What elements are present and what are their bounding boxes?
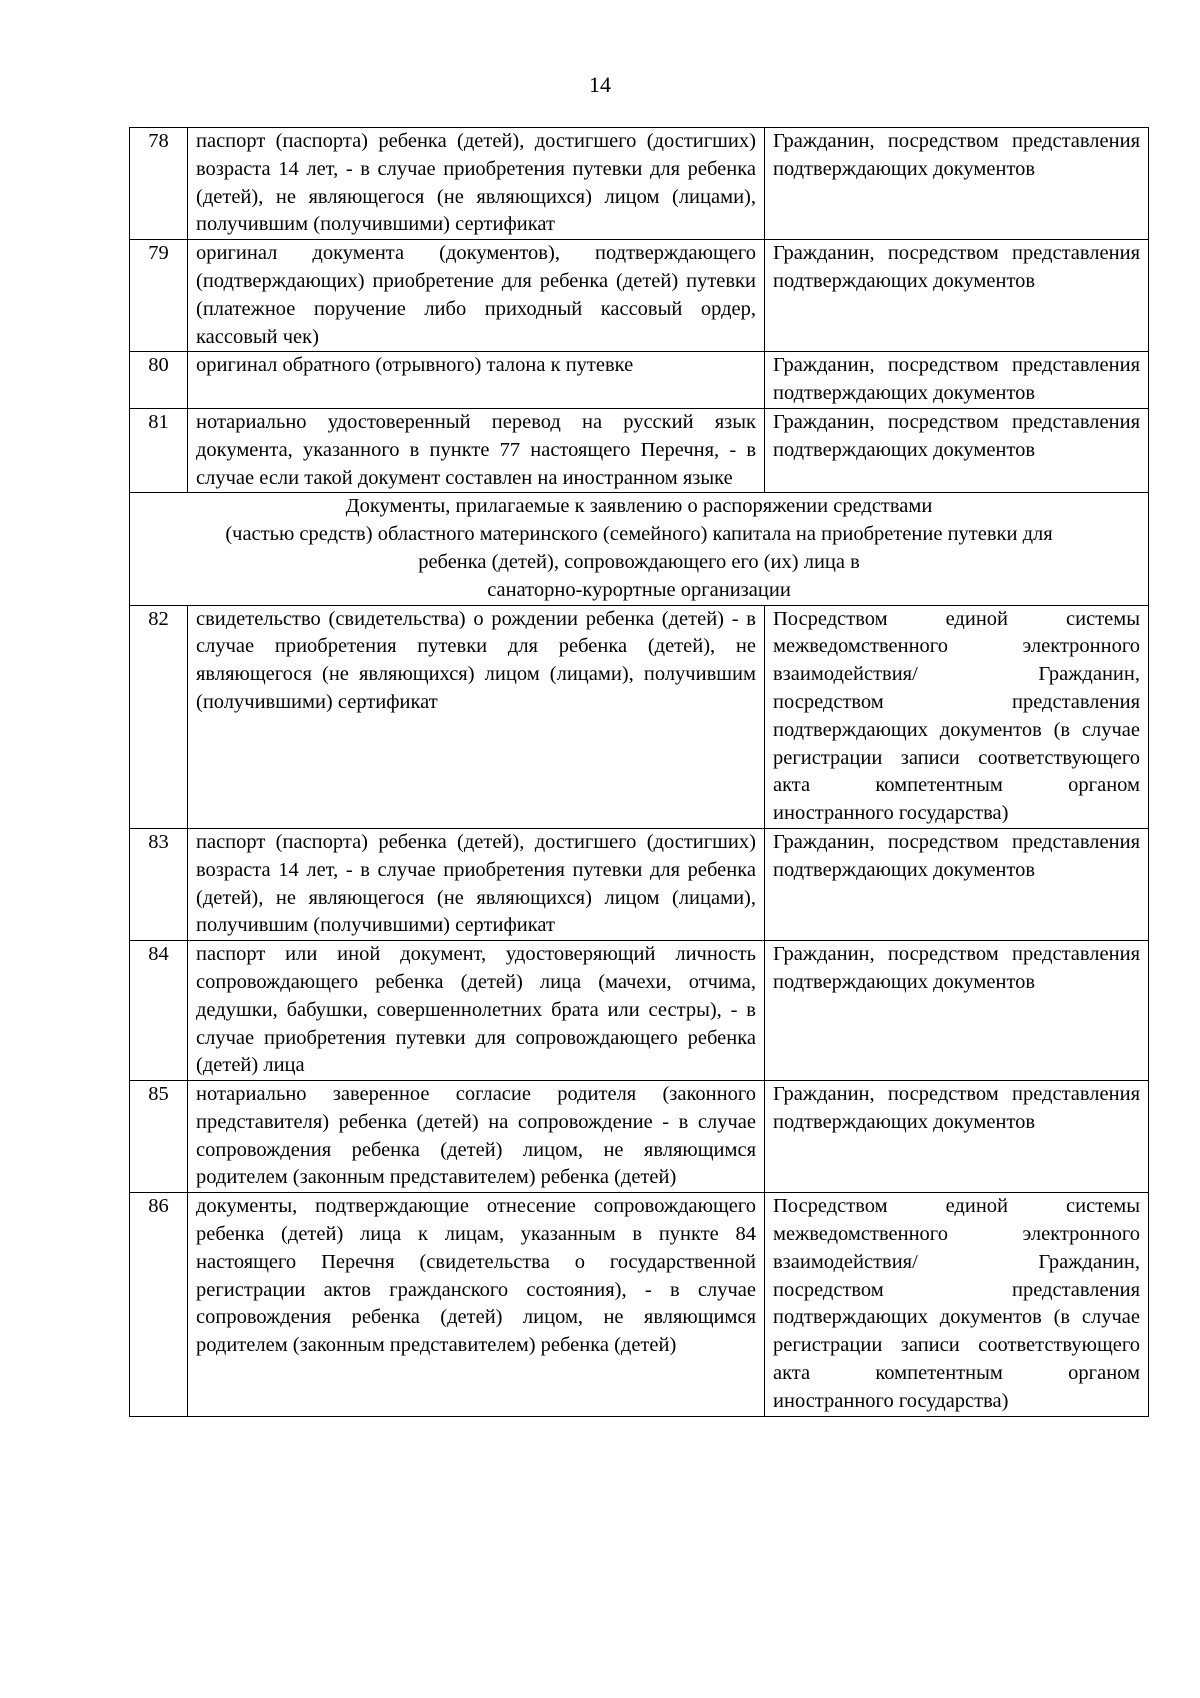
document-description: документы, подтверждающие отнесение сопровождающего ребенка (детей) лица к лицам, указанным в пункте 84 настоящего Перечня (свидетельства о государственной регистрации актов гражданского состояния), - в случае сопровождения ребенка (детей) лицом, не являющимся родителем (законным представителем) ребенка (детей) <box>188 1193 765 1416</box>
row-number: 79 <box>130 240 188 352</box>
submission-method: Гражданин, посредством представления подтверждающих документов <box>765 128 1149 240</box>
document-description: оригинал обратного (отрывного) талона к путевке <box>188 352 765 409</box>
submission-method: Гражданин, посредством представления подтверждающих документов <box>765 828 1149 940</box>
submission-method: Гражданин, посредством представления подтверждающих документов <box>765 240 1149 352</box>
table-row <box>130 128 1149 240</box>
document-description: свидетельство (свидетельства) о рождении ребенка (детей) - в случае приобретения путевки для ребенка (детей), не являющегося (не являющихся) лицом (лицами), получившим (получившими) сертификат <box>188 605 765 828</box>
section-heading-line: (частью средств) областного материнского (семейного) капитала на приобретение путевки для <box>225 523 1053 546</box>
row-number: 78 <box>130 128 188 240</box>
document-description: паспорт (паспорта) ребенка (детей), достигшего (достигших) возраста 14 лет, - в случае приобретения путевки для ребенка (детей), не являющегося (не являющихся) лицом (лицами), получившим (получившими) сертификат <box>188 828 765 940</box>
row-number: 85 <box>130 1081 188 1193</box>
row-number: 81 <box>130 408 188 492</box>
table-row <box>130 352 1149 409</box>
document-description: нотариально заверенное согласие родителя (законного представителя) ребенка (детей) на сопровождение - в случае сопровождения ребенка (детей) лицом, не являющимся родителем (законным представителем) ребенка (детей) <box>188 1081 765 1193</box>
document-description: нотариально удостоверенный перевод на русский язык документа, указанного в пункте 77 настоящего Перечня, - в случае если такой документ составлен на иностранном языке <box>188 408 765 492</box>
section-heading-line: санаторно-курортные организации <box>487 578 791 601</box>
section-heading-row <box>130 493 1149 605</box>
row-number: 82 <box>130 605 188 828</box>
table-row <box>130 1193 1149 1416</box>
document-description: паспорт (паспорта) ребенка (детей), достигшего (достигших) возраста 14 лет, - в случае приобретения путевки для ребенка (детей), не являющегося (не являющихся) лицом (лицами), получившим (получившими) сертификат <box>188 128 765 240</box>
table-row <box>130 941 1149 1081</box>
table-row <box>130 1081 1149 1193</box>
section-heading <box>130 493 1149 605</box>
submission-method: Посредством единой системы межведомственного электронного взаимодействия/ Гражданин, посредством представления подтверждающих документов (в случае регистрации записи соответствующего акта компетентным органом иностранного государства) <box>765 605 1149 828</box>
row-number: 80 <box>130 352 188 409</box>
submission-method: Гражданин, посредством представления подтверждающих документов <box>765 1081 1149 1193</box>
table-row <box>130 408 1149 492</box>
submission-method: Посредством единой системы межведомственного электронного взаимодействия/ Гражданин, посредством представления подтверждающих документов (в случае регистрации записи соответствующего акта компетентным органом иностранного государства) <box>765 1193 1149 1416</box>
submission-method: Гражданин, посредством представления подтверждающих документов <box>765 408 1149 492</box>
document-description: паспорт или иной документ, удостоверяющий личность сопровождающего ребенка (детей) лица (мачехи, отчима, дедушки, бабушки, совершеннолетних брата или сестры), - в случае приобретения путевки для сопровождающего ребенка (детей) лица <box>188 941 765 1081</box>
row-number: 86 <box>130 1193 188 1416</box>
row-number: 83 <box>130 828 188 940</box>
submission-method: Гражданин, посредством представления подтверждающих документов <box>765 941 1149 1081</box>
table-row <box>130 240 1149 352</box>
page-number: 14 <box>589 72 611 97</box>
documents-table <box>129 127 1149 1417</box>
section-heading-line: Документы, прилагаемые к заявлению о распоряжении средствами <box>345 495 933 518</box>
row-number: 84 <box>130 941 188 1081</box>
submission-method: Гражданин, посредством представления подтверждающих документов <box>765 352 1149 409</box>
table-row <box>130 828 1149 940</box>
document-description: оригинал документа (документов), подтверждающего (подтверждающих) приобретение для ребенка (детей) путевки (платежное поручение либо приходный кассовый ордер, кассовый чек) <box>188 240 765 352</box>
table-row <box>130 605 1149 828</box>
section-heading-line: ребенка (детей), сопровождающего его (их) лица в <box>418 550 860 573</box>
